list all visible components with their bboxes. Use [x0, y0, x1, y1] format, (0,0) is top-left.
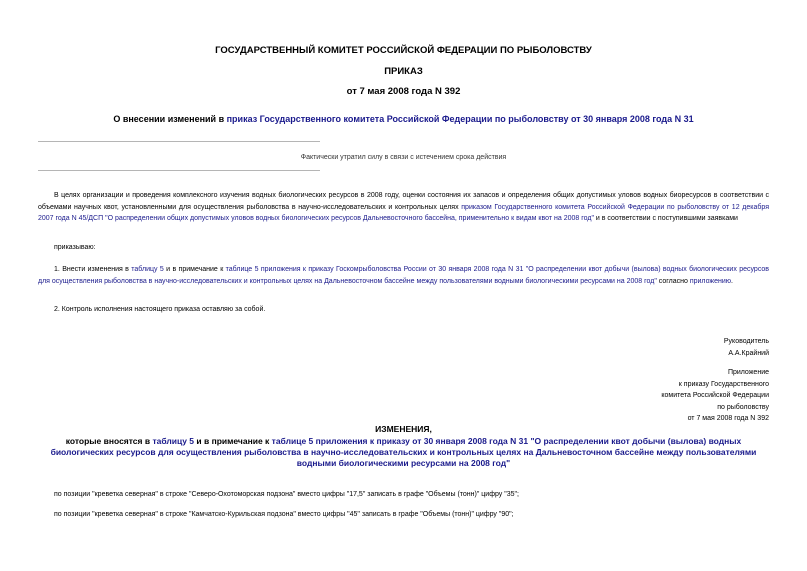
preamble-text-2: и в соответствии с поступившими заявками: [593, 215, 738, 223]
appendix-line-3: комитета Российской Федерации: [661, 392, 769, 399]
item1-text-3: согласно: [656, 277, 690, 285]
change-item-1: по позиции "креветка северная" в строке "Северо-Охотоморская подзона" вместо цифры "17,5" записать в графе "Объемы (тонн)" цифру "35";: [54, 491, 519, 498]
item1-text-1: 1. Внести изменения в: [54, 266, 132, 273]
document-title: [0, 114, 807, 124]
appendix-line-1: Приложение: [727, 369, 769, 376]
item-2-paragraph: 2. Контроль исполнения настоящего приказа оставляю за собой.: [54, 306, 266, 313]
divider-top: [38, 141, 320, 142]
title-prefix: О внесении изменений в: [113, 114, 227, 124]
item1-text-2: и в примечание к: [163, 266, 226, 273]
status-note: Фактически утратил силу в связи с истечением срока действия: [300, 154, 507, 161]
changes-heading: ИЗМЕНЕНИЯ,: [375, 424, 432, 434]
item1-order-link[interactable]: таблице 5 приложения к приказу Госкомрыболовства России от 30 января 2008 года N 31 "О распределении квот добычи (вылова) водных биологических ресурсов для осуществления рыболовства в научно-исследовательских и контрольных целях на Дальневосточном бассейне между пользователями водными биологическими ресурсами на 2008 год": [38, 266, 770, 285]
appendix-reference: [661, 367, 769, 425]
changes-text-1: которые вносятся в: [65, 436, 153, 446]
committee-heading: ГОСУДАРСТВЕННЫЙ КОМИТЕТ РОССИЙСКОЙ ФЕДЕРАЦИИ ПО РЫБОЛОВСТВУ: [215, 45, 592, 56]
change-item-2: по позиции "креветка северная" в строке "Камчатско-Курильская подзона" вместо цифры "45" записать в графе "Объемы (тонн)" цифру "90";: [54, 511, 514, 518]
title-order-link[interactable]: приказ Государственного комитета Российской Федерации по рыболовству от 30 января 2008 года N 31: [226, 114, 694, 124]
item1-table5-link[interactable]: таблицу 5: [131, 266, 164, 273]
signature-name: А.А.Крайний: [728, 349, 769, 357]
changes-text-2: и в примечание к: [194, 436, 272, 446]
divider-bottom: [38, 170, 320, 171]
date-number-heading: от 7 мая 2008 года N 392: [346, 86, 461, 97]
signature-position: Руководитель: [723, 338, 769, 345]
changes-subtitle: [46, 436, 761, 469]
doc-type-heading: ПРИКАЗ: [384, 66, 423, 77]
changes-order-link[interactable]: таблице 5 приложения к приказу от 30 января 2008 года N 31 "О распределении квот добычи (вылова) водных биологических ресурсов для осуществления рыболовства в научно-исследовательских и контрольных целях на Дальневосточном бассейне между пользователями водными биологическими ресурсами на 2008 год": [50, 436, 757, 468]
signature-block: [724, 336, 769, 359]
preamble-paragraph: [38, 190, 769, 225]
appendix-line-5: от 7 мая 2008 года N 392: [687, 415, 769, 422]
item-1-paragraph: [38, 264, 769, 287]
item1-text-4: .: [731, 277, 733, 285]
order-word: приказываю:: [54, 244, 96, 251]
preamble-text-1: В целях организации и проведения комплексного изучения водных биологических ресурсов в 2008 году, оценки состояния их запасов и определения общих допустимых уловов водных биоресурсов в соответствии с объемами научных квот, установленными для осуществления рыболовства в научно-исследовательских и контрольных целях: [38, 192, 769, 211]
preamble-order-link[interactable]: приказом Государственного комитета Российской Федерации по рыболовству от 12 декабря 2007 года N 45/ДСП "О распределении общих допустимых уловов водных биологических ресурсов Дальневосточного бассейна, применительно к видам квот на 2008 год": [38, 203, 769, 223]
item1-appendix-link[interactable]: приложению: [689, 277, 732, 285]
appendix-line-2: к приказу Государственного: [678, 380, 769, 388]
appendix-line-4: по рыболовству: [717, 403, 769, 411]
changes-table5-link[interactable]: таблицу 5: [152, 436, 195, 446]
